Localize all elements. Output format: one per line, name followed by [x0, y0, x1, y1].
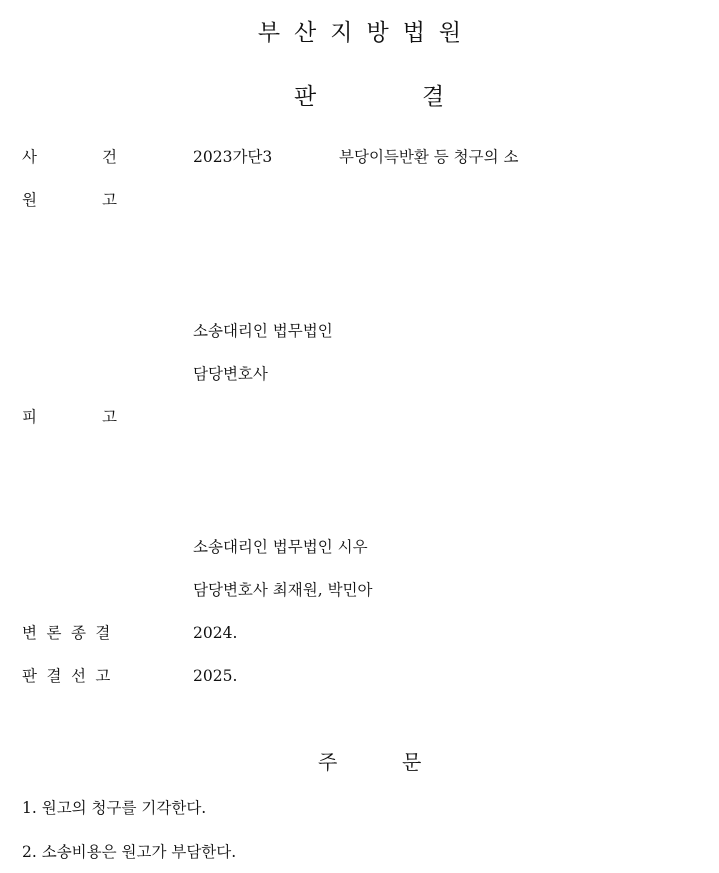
pronouncement-label: 판결선고 — [22, 667, 120, 685]
case-label-char-2: 건 — [102, 148, 117, 166]
order-item: 2. 소송비용은 원고가 부담한다. — [22, 843, 237, 861]
document-title — [294, 78, 454, 110]
closing-label: 변론종결 — [22, 624, 120, 642]
court-name: 부산지방법원 — [257, 20, 476, 46]
defendant-label-char-1: 피 — [22, 408, 37, 426]
defendant-label-char-2: 고 — [102, 408, 117, 426]
document-title-char-1: 판 — [294, 84, 317, 110]
case-number: 2023가단3 — [193, 148, 273, 166]
case-name: 부당이득반환 등 청구의 소 — [339, 148, 519, 166]
defendant-agent: 소송대리인 법무법인 시우 — [193, 538, 368, 556]
document-title-char-2: 결 — [422, 84, 445, 110]
case-label-char-1: 사 — [22, 148, 37, 166]
plaintiff-label-char-1: 원 — [22, 191, 37, 209]
plaintiff-agent: 소송대리인 법무법인 — [193, 322, 333, 340]
order-item: 1. 원고의 청구를 기각한다. — [22, 799, 207, 817]
closing-date: 2024. — [193, 624, 238, 642]
pronouncement-date: 2025. — [193, 667, 238, 685]
section-title-char-2: 문 — [402, 750, 422, 774]
section-title-char-1: 주 — [318, 750, 338, 774]
plaintiff-label-char-2: 고 — [102, 191, 117, 209]
case-value — [193, 145, 519, 169]
defendant-attorney: 담당변호사 최재원, 박민아 — [193, 581, 373, 599]
plaintiff-attorney: 담당변호사 — [193, 365, 268, 383]
section-title — [318, 746, 438, 776]
